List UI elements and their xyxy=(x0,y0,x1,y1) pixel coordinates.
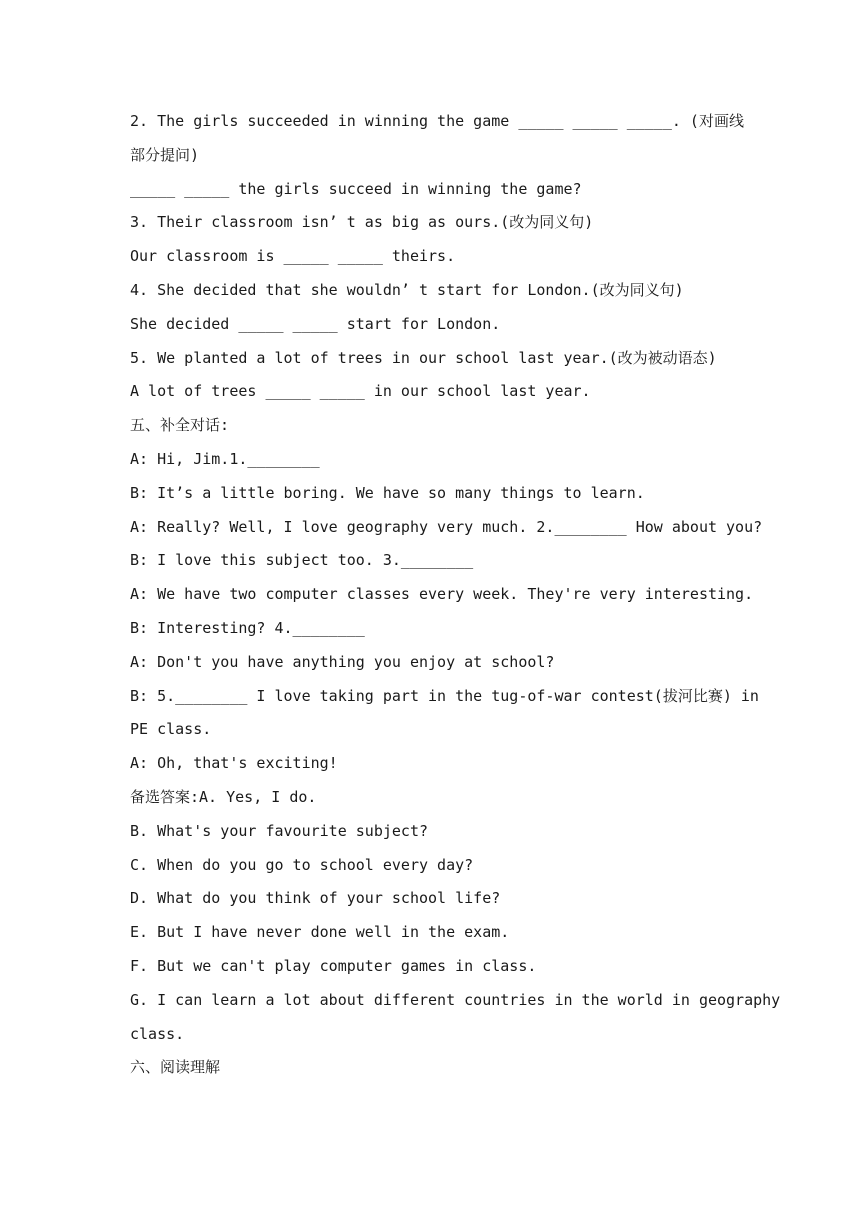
section-5-heading: 五、补全对话: xyxy=(130,416,230,435)
option-g-cont: class. xyxy=(130,1024,185,1043)
dialogue-line-4: B: I love this subject too. 3.________ xyxy=(130,551,474,570)
question-3: 3. Their classroom isn’ t as big as ours.(改为同义句) xyxy=(130,213,594,232)
section-6-heading: 六、阅读理解 xyxy=(130,1058,221,1077)
option-c: C. When do you go to school every day? xyxy=(130,855,474,874)
question-4-answer: She decided _____ _____ start for London. xyxy=(130,314,501,333)
dialogue-line-3: A: Really? Well, I love geography very much. 2.________ How about you? xyxy=(130,517,763,536)
option-f: F. But we can't play computer games in class. xyxy=(130,956,537,975)
option-b: B. What's your favourite subject? xyxy=(130,821,429,840)
dialogue-line-6: B: Interesting? 4.________ xyxy=(130,618,365,637)
option-d: D. What do you think of your school life? xyxy=(130,889,501,908)
question-4: 4. She decided that she wouldn’ t start for London.(改为同义句) xyxy=(130,280,684,299)
question-3-answer: Our classroom is _____ _____ theirs. xyxy=(130,247,456,266)
dialogue-line-1: A: Hi, Jim.1.________ xyxy=(130,449,320,468)
worksheet-page xyxy=(130,105,781,1085)
dialogue-line-8: B: 5.________ I love taking part in the tug-of-war contest(拔河比赛) in xyxy=(130,686,759,705)
question-2-line-2: 部分提问) xyxy=(130,145,200,164)
dialogue-line-8-cont: PE class. xyxy=(130,720,212,739)
question-2-line-1: 2. The girls succeeded in winning the game _____ _____ _____. (对画线 xyxy=(130,112,744,130)
dialogue-line-2: B: It’s a little boring. We have so many things to learn. xyxy=(130,483,645,502)
question-2-answer: _____ _____ the girls succeed in winning the game? xyxy=(130,179,582,198)
question-5-answer: A lot of trees _____ _____ in our school last year. xyxy=(130,382,591,401)
question-5: 5. We planted a lot of trees in our school last year.(改为被动语态) xyxy=(130,348,717,367)
dialogue-line-5: A: We have two computer classes every week. They're very interesting. xyxy=(130,585,754,604)
option-a: 备选答案:A. Yes, I do. xyxy=(130,787,317,806)
option-g: G. I can learn a lot about different countries in the world in geography xyxy=(130,990,781,1009)
dialogue-line-9: A: Oh, that's exciting! xyxy=(130,754,338,773)
option-e: E. But I have never done well in the exam. xyxy=(130,923,510,942)
dialogue-line-7: A: Don't you have anything you enjoy at school? xyxy=(130,652,555,671)
